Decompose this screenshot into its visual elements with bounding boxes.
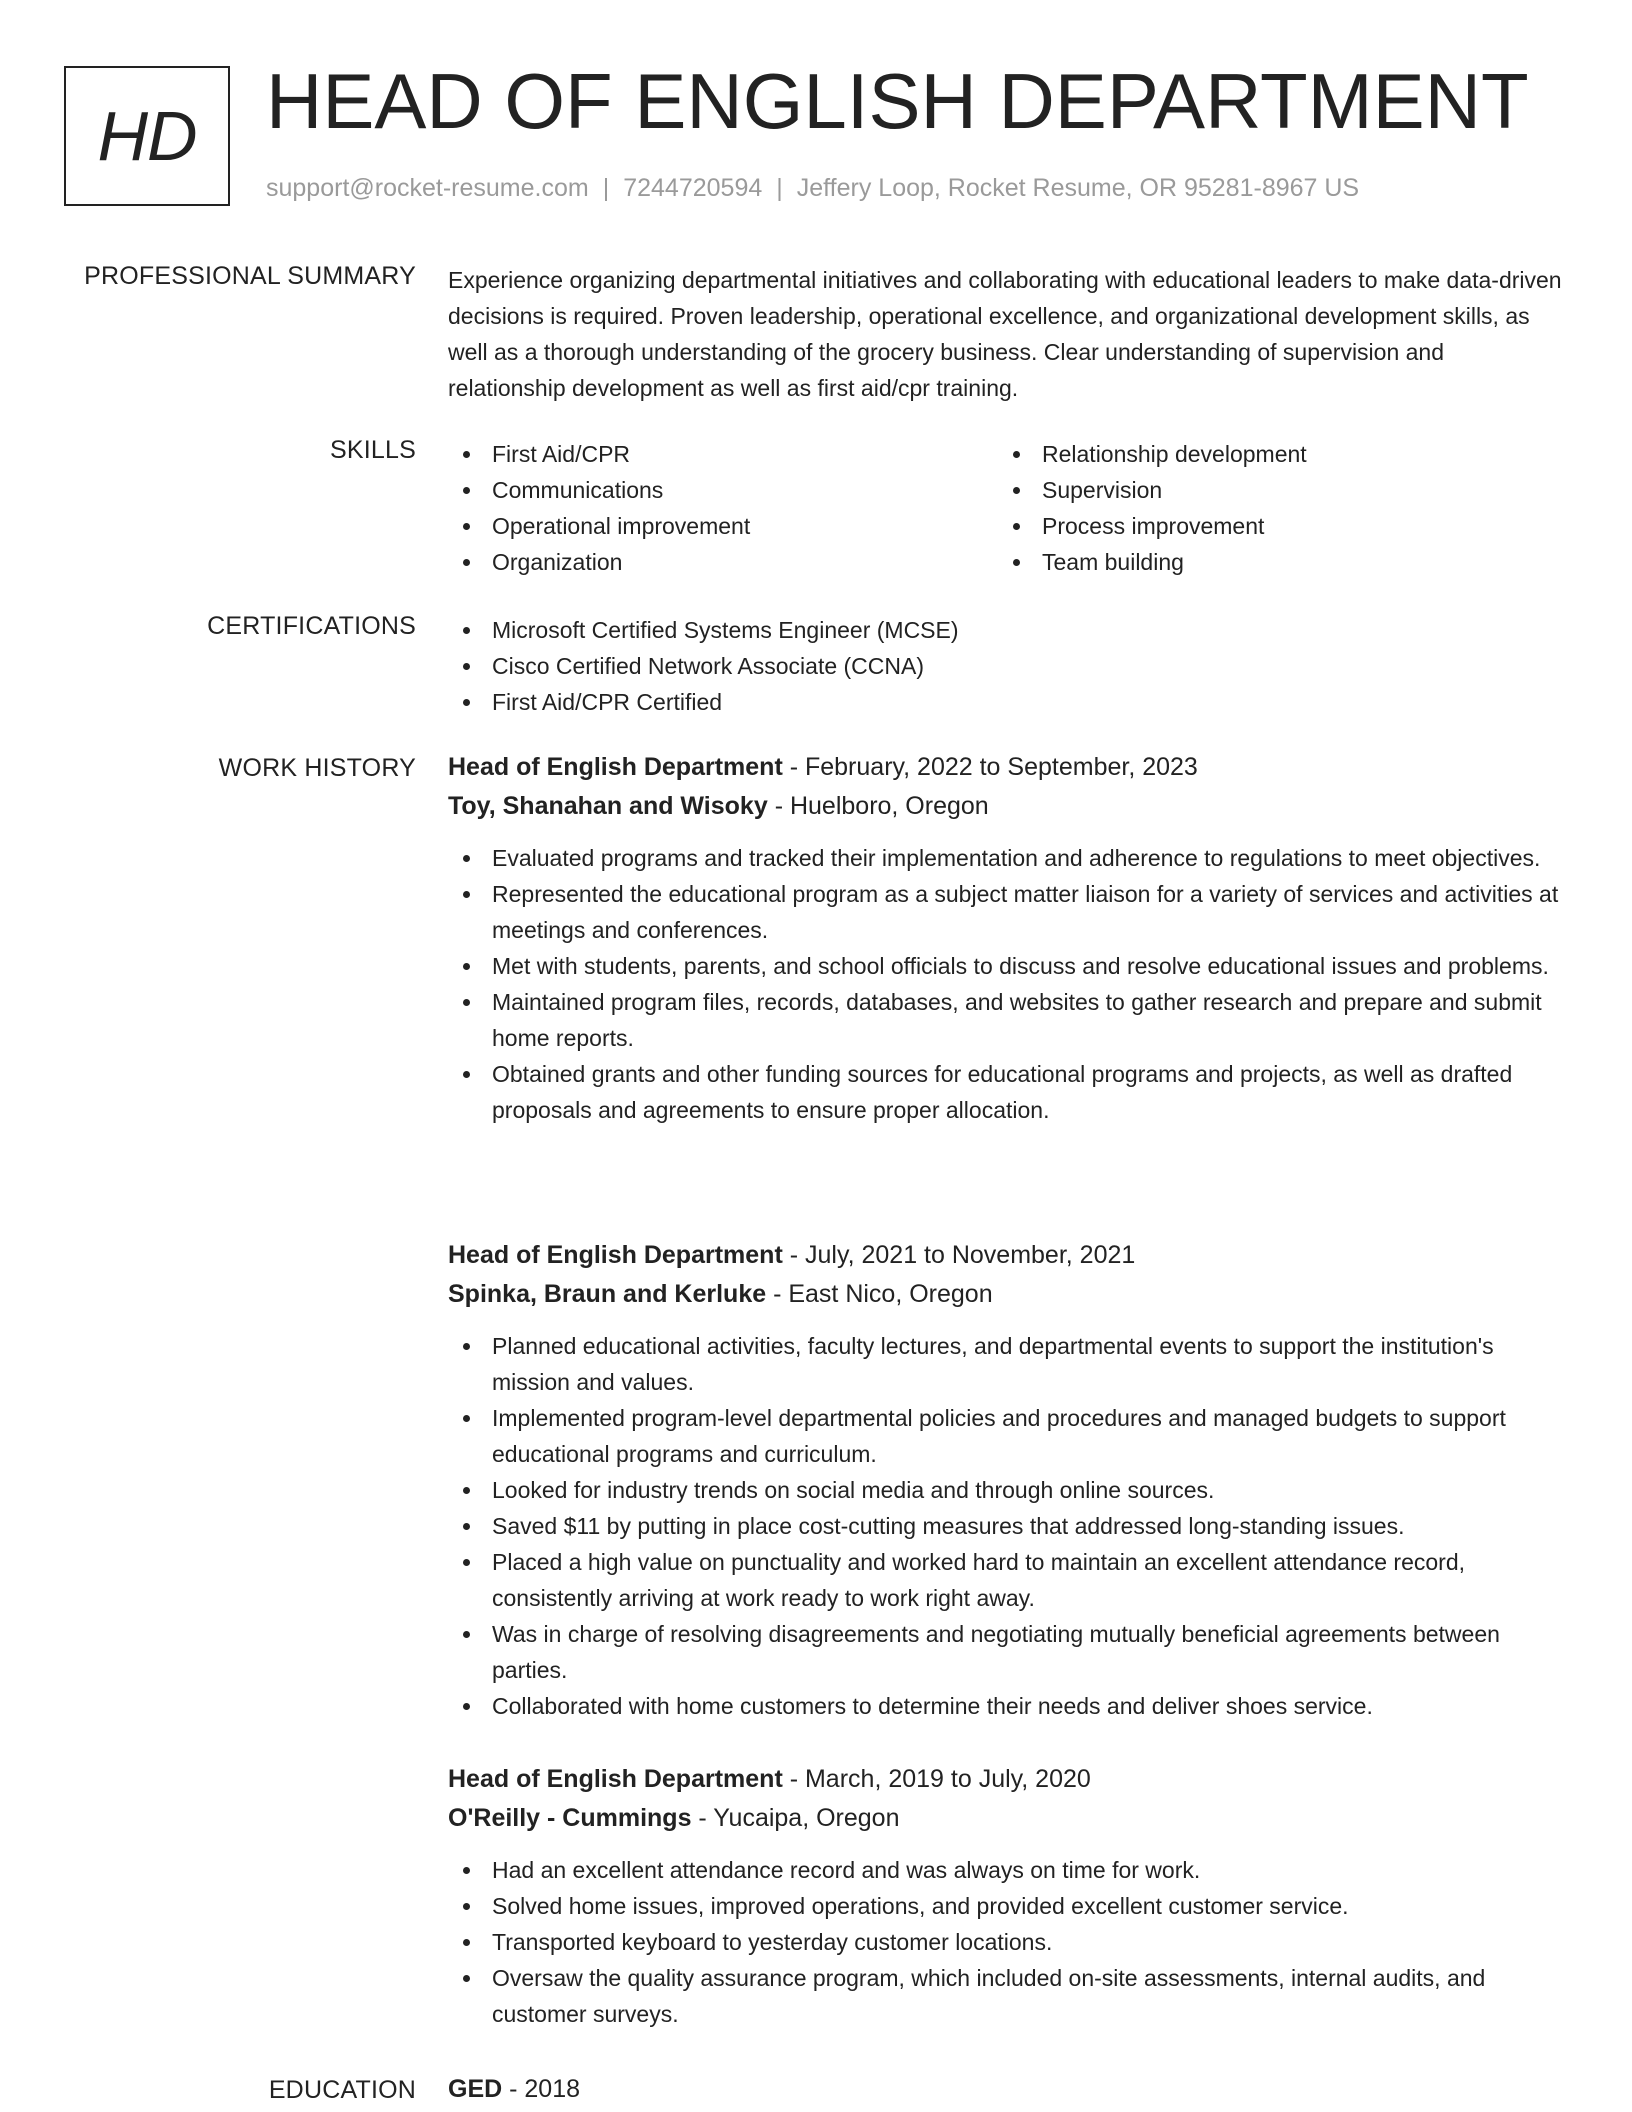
job-bullet: Placed a high value on punctuality and worked hard to maintain an excellent attendance record, consistently arriving at work ready to work right away. [448, 1544, 1568, 1616]
job-bullets [448, 1328, 1568, 1724]
certification-item: Cisco Certified Network Associate (CCNA) [448, 648, 1568, 684]
contact-email[interactable]: support@rocket-resume.com [266, 174, 589, 202]
skills-list-right [998, 436, 1548, 580]
job-location: - Yucaipa, Oregon [691, 1804, 900, 1832]
contact-address: Jeffery Loop, Rocket Resume, OR 95281-8967 US [796, 174, 1360, 202]
monogram-initials: HD [97, 97, 197, 175]
job-heading [448, 748, 1568, 787]
resume-title: HEAD OF ENGLISH DEPARTMENT [266, 57, 1529, 145]
summary-text: Experience organizing departmental initiatives and collaborating with educational leaders to make data-driven decisions is required. Proven leadership, operational excellence, and organizational development skills, as well as a thorough understanding of the grocery business. Clear understanding of supervision and relationship development as well as first aid/cpr training. [448, 267, 1562, 401]
section-label-education: EDUCATION [268, 2076, 416, 2104]
job-bullets [448, 840, 1568, 1128]
contact-separator: | [602, 174, 610, 202]
job-company-line [448, 1275, 1568, 1314]
skill-item: Operational improvement [448, 508, 998, 544]
contact-separator: | [776, 174, 783, 202]
job-entry [448, 1760, 1568, 2032]
skill-item: Team building [998, 544, 1548, 580]
resume-header [64, 57, 1592, 210]
summary-content [448, 262, 1568, 406]
job-bullet: Collaborated with home customers to determine their needs and deliver shoes service. [448, 1688, 1568, 1724]
skill-item: Communications [448, 472, 998, 508]
job-entry [448, 1236, 1568, 1724]
education-year: - 2018 [502, 2075, 581, 2103]
certification-item: First Aid/CPR Certified [448, 684, 1568, 720]
job-title: Head of English Department [448, 753, 783, 781]
job-bullet: Oversaw the quality assurance program, which included on-site assessments, internal audits, and customer surveys. [448, 1960, 1568, 2032]
skill-item: Relationship development [998, 436, 1548, 472]
job-dates: - July, 2021 to November, 2021 [782, 1241, 1136, 1269]
education-entry [448, 2070, 1568, 2109]
job-dates: - March, 2019 to July, 2020 [782, 1765, 1091, 1793]
contact-line [266, 174, 1359, 203]
job-company: Spinka, Braun and Kerluke [448, 1280, 767, 1308]
job-location: - East Nico, Oregon [766, 1280, 993, 1308]
skill-item: Organization [448, 544, 998, 580]
job-bullet: Had an excellent attendance record and was always on time for work. [448, 1852, 1568, 1888]
section-label-certifications: CERTIFICATIONS [207, 612, 416, 640]
skills-list-left [448, 436, 998, 580]
job-bullet: Solved home issues, improved operations, and provided excellent customer service. [448, 1888, 1568, 1924]
job-title: Head of English Department [448, 1241, 783, 1269]
job-bullet: Transported keyboard to yesterday customer locations. [448, 1924, 1568, 1960]
contact-phone[interactable]: 7244720594 [623, 174, 763, 202]
job-bullet: Saved $11 by putting in place cost-cutting measures that addressed long-standing issues. [448, 1508, 1568, 1544]
skill-item: Process improvement [998, 508, 1548, 544]
job-heading [448, 1236, 1568, 1275]
section-label-skills: SKILLS [330, 436, 416, 464]
job-bullet: Looked for industry trends on social media and through online sources. [448, 1472, 1568, 1508]
job-bullet: Planned educational activities, faculty lectures, and departmental events to support the institution's mission and values. [448, 1328, 1568, 1400]
job-bullet: Met with students, parents, and school officials to discuss and resolve educational issues and problems. [448, 948, 1568, 984]
job-bullet: Evaluated programs and tracked their implementation and adherence to regulations to meet objectives. [448, 840, 1568, 876]
monogram-logo [64, 66, 230, 206]
certification-item: Microsoft Certified Systems Engineer (MCSE) [448, 612, 1568, 648]
skill-item: Supervision [998, 472, 1548, 508]
skill-item: First Aid/CPR [448, 436, 998, 472]
job-entry [448, 748, 1568, 1128]
job-company: O'Reilly - Cummings [448, 1804, 692, 1832]
section-label-summary: PROFESSIONAL SUMMARY [84, 262, 416, 290]
job-company-line [448, 1799, 1568, 1838]
certifications-content [448, 612, 1568, 720]
job-dates: - February, 2022 to September, 2023 [782, 753, 1198, 781]
job-company-line [448, 787, 1568, 826]
certifications-list [448, 612, 1568, 720]
job-title: Head of English Department [448, 1765, 783, 1793]
job-location: - Huelboro, Oregon [767, 792, 989, 820]
job-heading [448, 1760, 1568, 1799]
job-bullet: Maintained program files, records, databases, and websites to gather research and prepare and submit home reports. [448, 984, 1568, 1056]
section-label-work-history: WORK HISTORY [218, 754, 416, 782]
job-bullets [448, 1852, 1568, 2032]
education-content [448, 2070, 1568, 2109]
skills-grid [448, 436, 1568, 580]
job-bullet: Obtained grants and other funding sources for educational programs and projects, as well as drafted proposals and agreements to ensure proper allocation. [448, 1056, 1568, 1128]
job-company: Toy, Shanahan and Wisoky [448, 792, 768, 820]
education-degree: GED [448, 2075, 503, 2103]
job-bullet: Implemented program-level departmental policies and procedures and managed budgets to support educational programs and curriculum. [448, 1400, 1568, 1472]
job-bullet: Was in charge of resolving disagreements and negotiating mutually beneficial agreements between parties. [448, 1616, 1568, 1688]
job-bullet: Represented the educational program as a subject matter liaison for a variety of services and activities at meetings and conferences. [448, 876, 1568, 948]
